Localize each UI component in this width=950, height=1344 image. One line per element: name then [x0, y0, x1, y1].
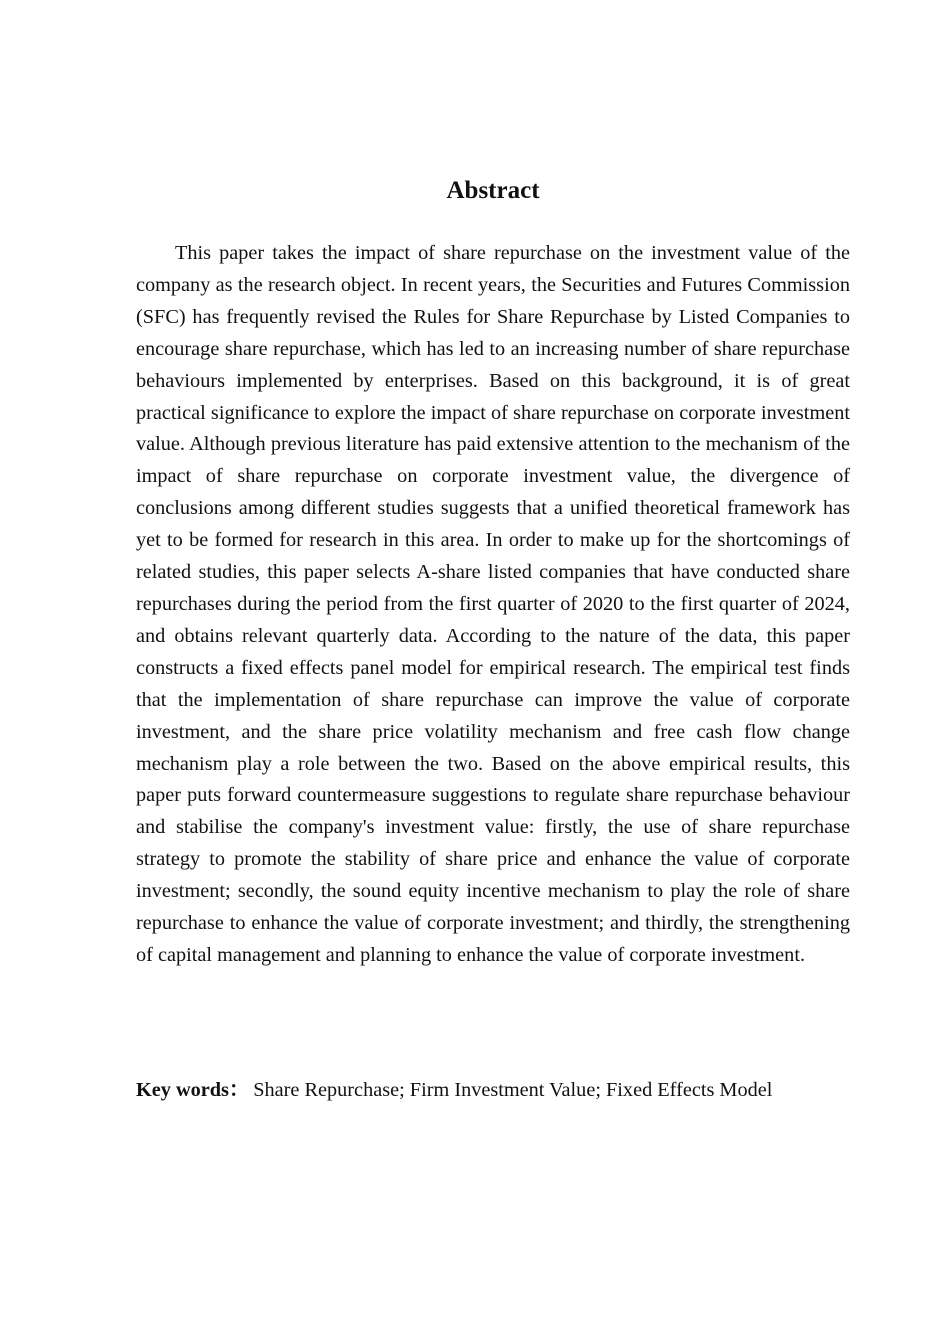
abstract-title: Abstract	[446, 176, 540, 204]
abstract-body: This paper takes the impact of share repurchase on the investment value of the company as the research object. In recent years, the Securities and Futures Commission (SFC) has frequently revised the Rules for Share Repurchase by Listed Companies to encourage share repurchase, which has led to an increasing number of share repurchase behaviours implemented by enterprises. Based on this background, it is of great practical significance to explore the impact of share repurchase on corporate investment value. Although previous literature has paid extensive attention to the mechanism of the impact of share repurchase on corporate investment value, the divergence of conclusions among different studies suggests that a unified theoretical framework has yet to be formed for research in this area. In order to make up for the shortcomings of related studies, this paper selects A-share listed companies that have conducted share repurchases during the period from the first quarter of 2020 to the first quarter of 2024, and obtains relevant quarterly data. According to the nature of the data, this paper constructs a fixed effects panel model for empirical research. The empirical test finds that the implementation of share repurchase can improve the value of corporate investment, and the share price volatility mechanism and free cash flow change mechanism play a role between the two. Based on the above empirical results, this paper puts forward countermeasure suggestions to regulate share repurchase behaviour and stabilise the company's investment value: firstly, the use of share repurchase strategy to promote the stability of share price and enhance the value of corporate investment; secondly, the sound equity incentive mechanism to play the role of share repurchase to enhance the value of corporate investment; and thirdly, the strengthening of capital management and planning to enhance the value of corporate investment.	[136, 242, 850, 966]
keywords-text: Share Repurchase; Firm Investment Value; Fixed Effects Model	[253, 1079, 773, 1101]
keywords-label: Key words	[136, 1079, 229, 1101]
keywords-separator: ：	[228, 1079, 250, 1101]
keywords-line	[136, 1074, 896, 1106]
